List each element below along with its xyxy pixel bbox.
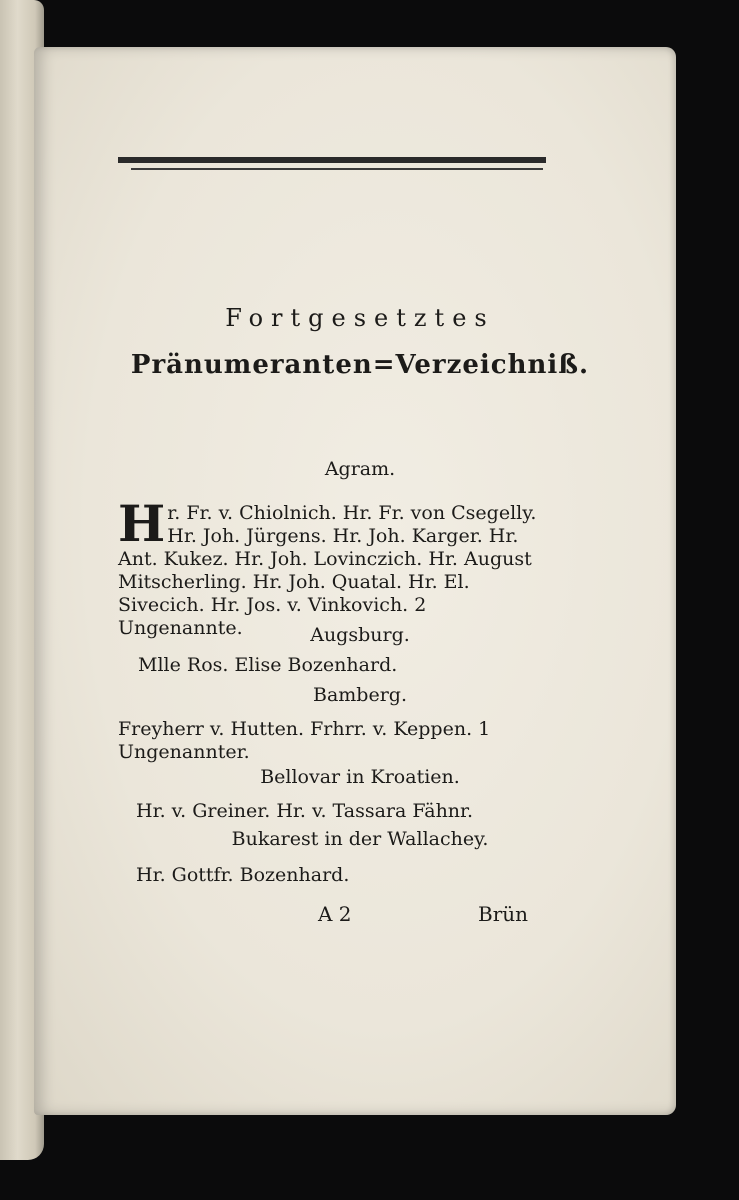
subscriber-list-augsburg: Mlle Ros. Elise Bozenhard. (138, 654, 398, 676)
subscriber-list-agram (118, 494, 550, 640)
page-title-line1: Fortgesetztes (225, 304, 495, 332)
city-heading-agram: Agram. (324, 458, 396, 480)
page-title-line2: Pränumeranten=Verzeichniß. (130, 350, 590, 380)
subscriber-list-bamberg: Freyherr v. Hutten. Frhrr. v. Keppen. 1 Ungenannter. (118, 718, 491, 763)
header-rule-thick (118, 157, 546, 163)
city-heading-bukarest: Bukarest in der Wallachey. (231, 828, 489, 850)
catchword: Brün (478, 902, 529, 926)
signature-mark: A 2 (318, 902, 352, 926)
subscriber-list-bellovar: Hr. v. Greiner. Hr. v. Tassara Fähnr. (136, 800, 474, 822)
city-heading-augsburg: Augsburg. (310, 624, 410, 646)
drop-cap-initial: H (118, 494, 166, 553)
subscriber-list-bukarest: Hr. Gottfr. Bozenhard. (136, 864, 350, 886)
subscriber-text-agram: r. Fr. v. Chiolnich. Hr. Fr. von Csegelly. Hr. Joh. Jürgens. Hr. Joh. Karger. Hr. Ant. Kukez. Hr. Joh. Lovinczich. Hr. August Mitscherling. Hr. Joh. Quatal. Hr. El. Sivecich. Hr. Jos. v. Vinkovich. 2 Ungenannte. (118, 502, 537, 639)
city-heading-bellovar: Bellovar in Kroatien. (260, 766, 460, 788)
header-rule-thin (131, 168, 543, 170)
city-heading-bamberg: Bamberg. (313, 684, 407, 706)
